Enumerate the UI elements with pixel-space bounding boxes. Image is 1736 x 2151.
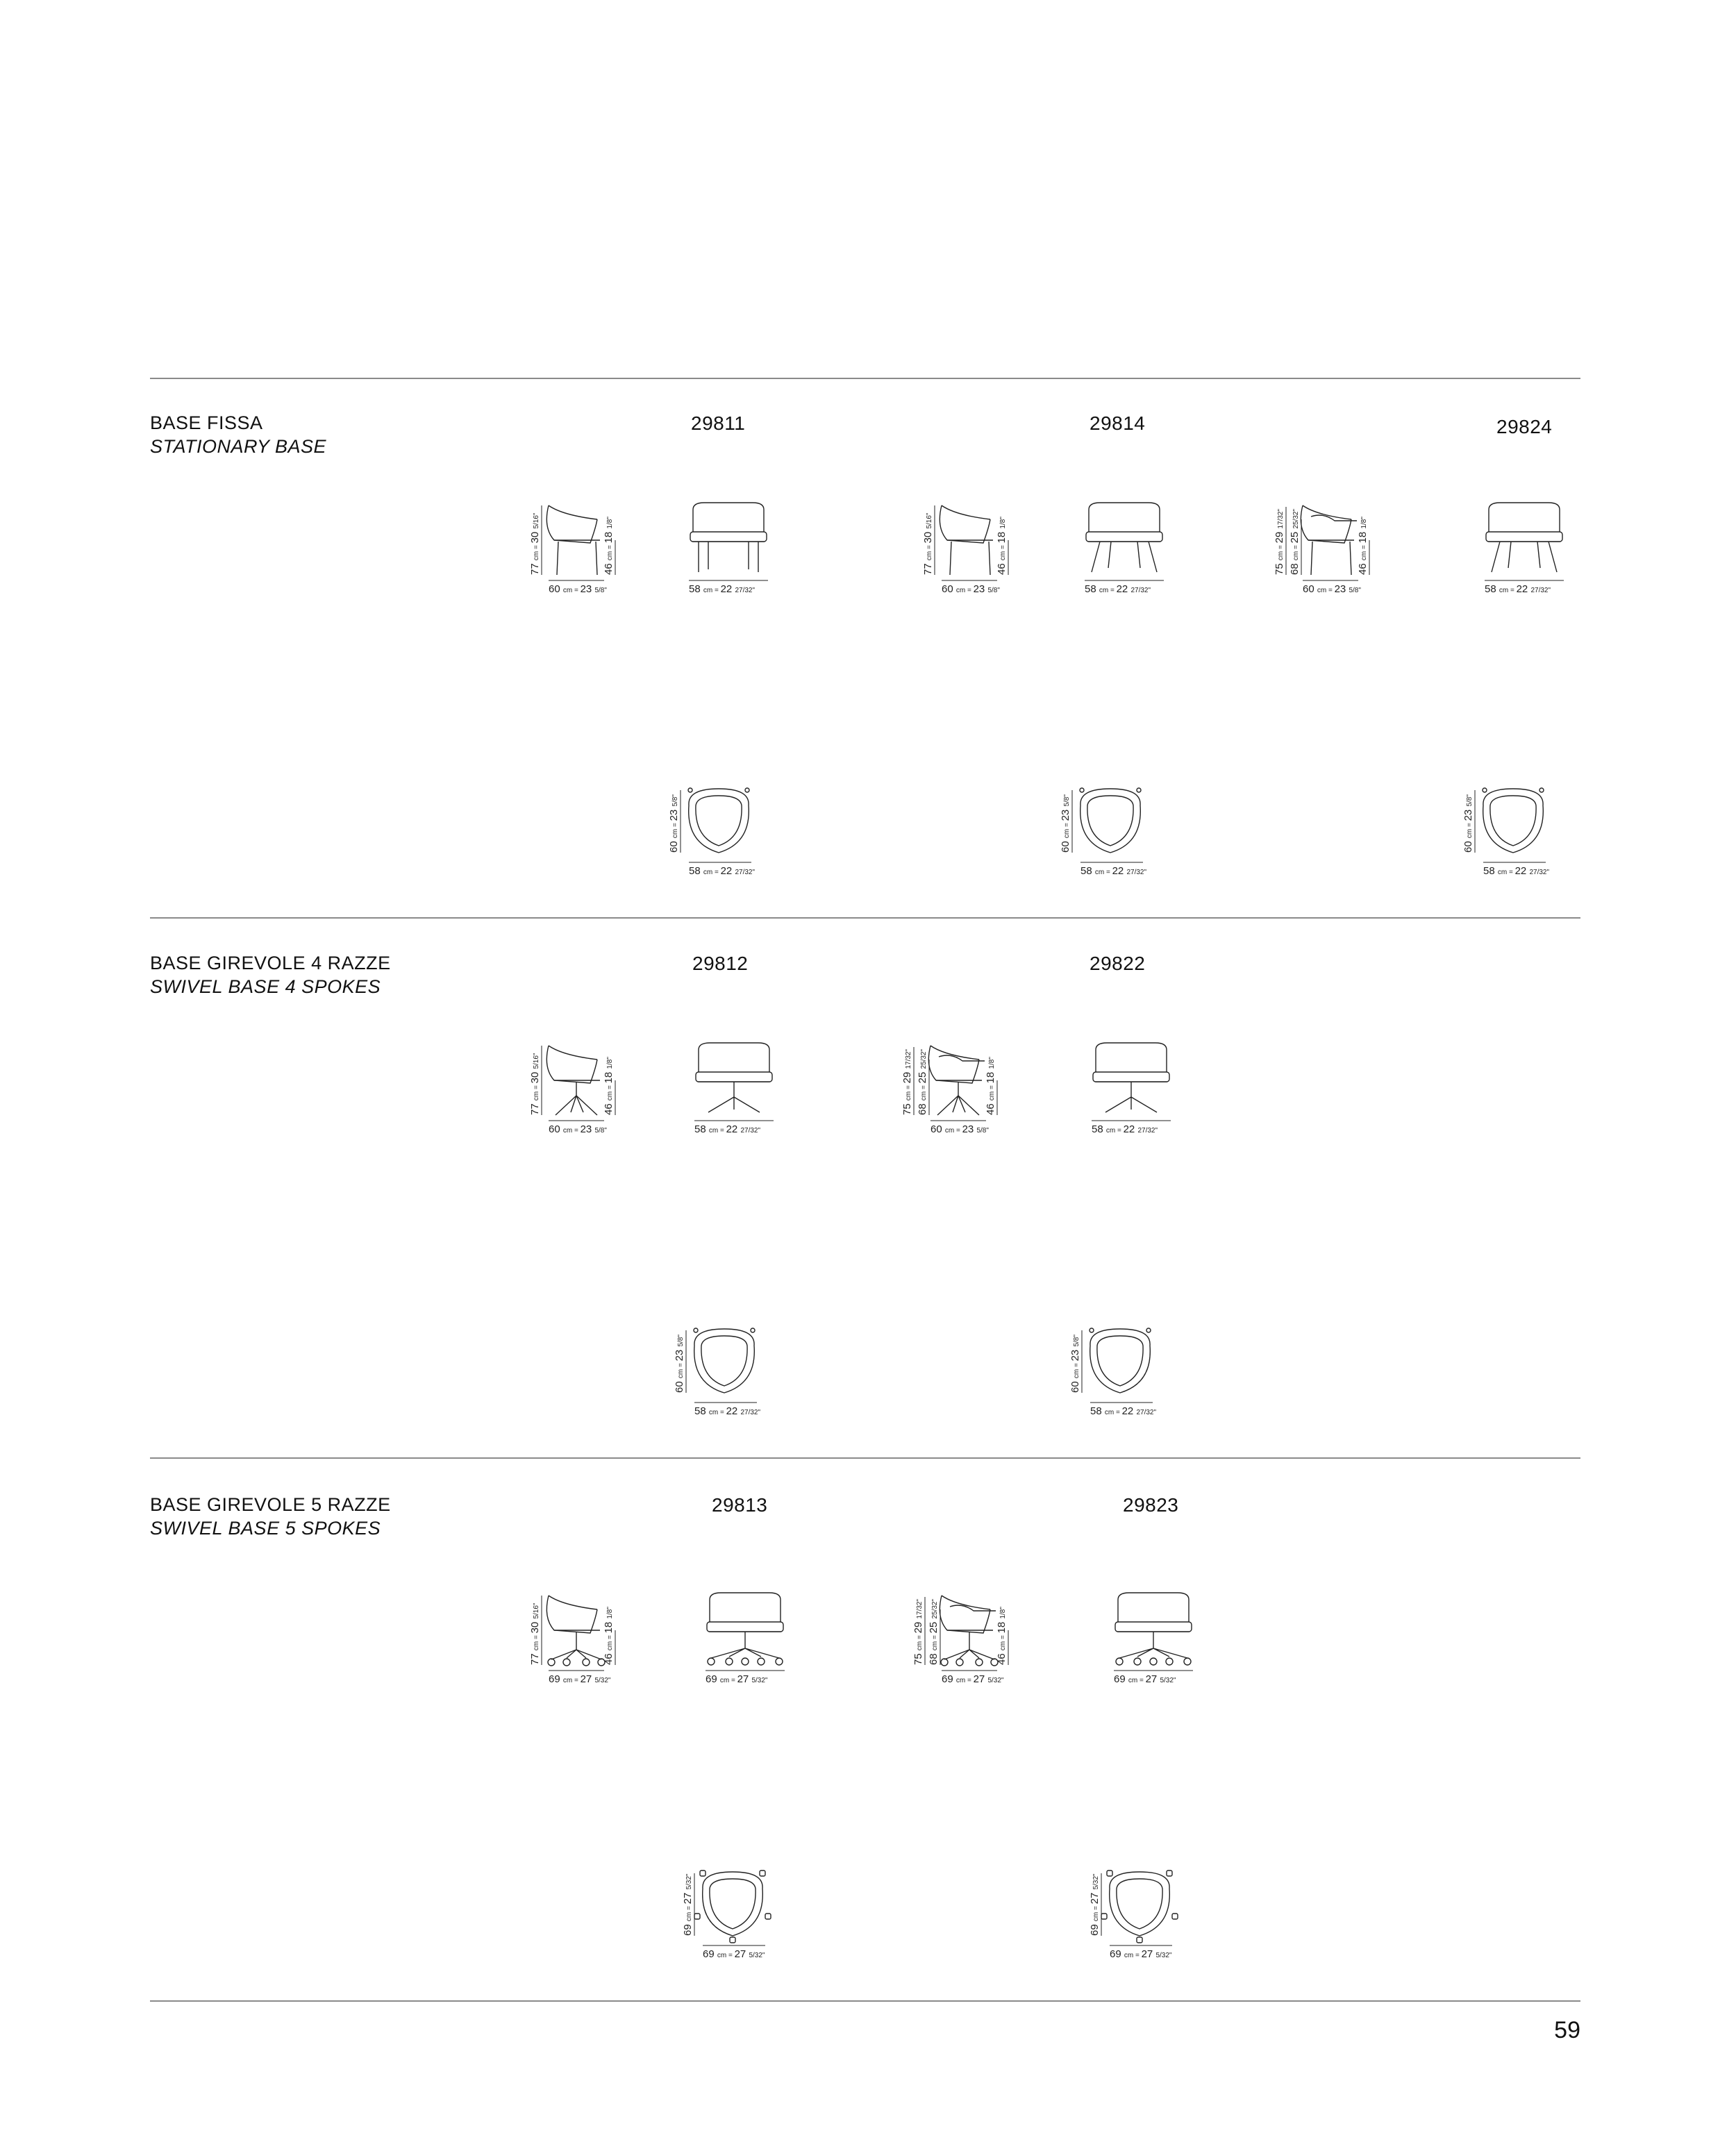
chair-top-view <box>1462 785 1586 892</box>
chair-caster <box>548 1659 555 1666</box>
dimension-label: 46 cm = 18 1/8" <box>985 1057 996 1115</box>
chair-arm-outline <box>950 1605 996 1611</box>
chair-leg-tip <box>688 788 692 792</box>
dimension-label: 77 cm = 30 5/16" <box>922 512 934 575</box>
section-subtitle: SWIVEL BASE 5 SPOKES <box>150 1518 381 1539</box>
dimension-label: 60 cm = 23 5/8" <box>942 583 1000 595</box>
chair-base-spokes <box>1119 1648 1187 1658</box>
chair-base-spokes <box>944 1650 994 1659</box>
dimension-label: 60 cm = 23 5/8" <box>1462 794 1474 853</box>
chair-side-view <box>907 500 1046 608</box>
chair-shell-outline <box>942 505 990 519</box>
chair-seat-cushion <box>1115 1622 1192 1632</box>
section-heading-swivel-5 <box>150 1493 391 1540</box>
dimension-label: 46 cm = 18 1/8" <box>996 1607 1008 1665</box>
chair-top-view <box>1060 785 1183 892</box>
chair-caster <box>726 1658 733 1665</box>
dimension-label: 75 cm = 29 17/32" <box>901 1048 913 1115</box>
chair-shell-outline <box>546 1596 597 1633</box>
chair-base-spokes <box>708 1097 760 1112</box>
chair-caster <box>941 1659 948 1666</box>
chair-leg-tip <box>1090 1328 1094 1332</box>
chair-seat-cushion <box>696 1072 772 1082</box>
dimension-label: 69 cm = 27 5/32" <box>682 1873 694 1936</box>
chair-front-view <box>1086 1040 1204 1148</box>
product-code: 29813 <box>712 1494 768 1516</box>
dimension-label: 46 cm = 18 1/8" <box>603 1057 615 1115</box>
chair-caster <box>1166 1658 1173 1665</box>
dimension-label: 58 cm = 22 27/32" <box>689 583 756 595</box>
chair-side-view <box>514 1040 653 1148</box>
dimension-label: 68 cm = 25 25/32" <box>1289 508 1301 575</box>
chair-caster <box>1101 1914 1107 1919</box>
chair-side-view <box>907 1590 1046 1698</box>
dimension-label: 60 cm = 23 5/8" <box>930 1123 989 1135</box>
dimension-label: 58 cm = 22 27/32" <box>689 865 756 877</box>
chair-leg-tip <box>751 1328 755 1332</box>
dimension-label: 58 cm = 22 27/32" <box>1090 1405 1157 1417</box>
chair-arm-outline <box>1311 515 1357 521</box>
chair-shell-outline <box>549 1596 597 1609</box>
chair-base-spokes <box>711 1648 779 1658</box>
chair-caster <box>583 1659 590 1666</box>
chair-leg-tip <box>1539 788 1544 792</box>
dimension-label: 69 cm = 27 5/32" <box>942 1673 1004 1685</box>
chair-shell-outline <box>928 1046 979 1083</box>
section-title: BASE FISSA <box>150 412 263 433</box>
chair-base-spokes <box>1105 1097 1157 1112</box>
chair-front-view <box>1479 500 1597 608</box>
chair-caster <box>760 1870 765 1876</box>
chair-caster <box>1107 1870 1112 1876</box>
chair-caster <box>1116 1658 1123 1665</box>
dimension-label: 69 cm = 27 5/32" <box>1089 1873 1101 1936</box>
chair-front-view <box>683 500 801 608</box>
dimension-label: 58 cm = 22 27/32" <box>1080 865 1147 877</box>
chair-top-view <box>674 1325 797 1432</box>
chair-leg-tip <box>1483 788 1487 792</box>
page-number: 59 <box>1554 2017 1580 2043</box>
dimension-label: 75 cm = 29 17/32" <box>1274 508 1285 575</box>
dimension-label: 60 cm = 23 5/8" <box>674 1334 685 1393</box>
chair-shell-outline <box>1303 505 1351 519</box>
chair-caster <box>1150 1658 1157 1665</box>
chair-arm-outline <box>939 1055 985 1061</box>
dimension-label: 69 cm = 27 5/32" <box>703 1948 765 1960</box>
chair-caster <box>776 1658 783 1665</box>
chair-caster <box>700 1870 706 1876</box>
dimension-label: 58 cm = 22 27/32" <box>1085 583 1151 595</box>
chair-seat-top <box>1490 796 1536 846</box>
chair-shell-outline <box>940 505 990 543</box>
chair-seat-top <box>696 796 742 846</box>
chair-shell-outline <box>546 505 597 543</box>
chair-caster <box>1167 1870 1172 1876</box>
chair-leg-tip <box>694 1328 698 1332</box>
dimension-label: 75 cm = 29 17/32" <box>912 1598 924 1665</box>
section-heading-stationary <box>150 411 326 458</box>
chair-leg <box>596 542 597 575</box>
chair-top-outline <box>1080 789 1141 853</box>
chair-leg-tip <box>1146 1328 1151 1332</box>
chair-side-view <box>514 500 653 608</box>
dimension-label: 46 cm = 18 1/8" <box>1357 517 1369 575</box>
chair-shell-outline <box>549 1046 597 1060</box>
chair-shell-outline <box>546 1046 597 1083</box>
chair-top-outline <box>1483 789 1544 853</box>
chair-base-spokes <box>937 1096 979 1115</box>
section-divider <box>150 1457 1580 1459</box>
dimension-label: 77 cm = 30 5/16" <box>529 512 541 575</box>
chair-top-outline <box>694 1329 755 1393</box>
chair-caster <box>742 1658 749 1665</box>
chair-caster <box>976 1659 983 1666</box>
dimension-label: 77 cm = 30 5/16" <box>529 1053 541 1115</box>
dimension-label: 60 cm = 23 5/8" <box>549 1123 607 1135</box>
dimension-label: 58 cm = 22 27/32" <box>694 1405 761 1417</box>
dimension-label: 60 cm = 23 5/8" <box>668 794 680 853</box>
dimension-label: 69 cm = 27 5/32" <box>1114 1673 1176 1685</box>
chair-front-view <box>700 1590 818 1698</box>
dimension-label: 60 cm = 23 5/8" <box>1303 583 1361 595</box>
chair-leg-tip <box>1080 788 1084 792</box>
chair-seat-cushion <box>690 532 767 542</box>
chair-leg <box>1350 542 1351 575</box>
chair-front-view <box>1079 500 1197 608</box>
chair-leg <box>1311 542 1312 575</box>
product-code: 29822 <box>1090 953 1146 974</box>
chair-seat-cushion <box>707 1622 783 1632</box>
section-title: BASE GIREVOLE 4 RAZZE <box>150 953 391 973</box>
chair-seat-cushion <box>1093 1072 1169 1082</box>
product-code: 29814 <box>1090 412 1146 434</box>
section-heading-swivel-4 <box>150 951 391 998</box>
chair-front-view <box>1108 1590 1226 1698</box>
page-bottom-rule <box>150 2000 1580 2002</box>
chair-seat-top <box>1097 1336 1143 1386</box>
dimension-label: 46 cm = 18 1/8" <box>603 517 615 575</box>
chair-shell-outline <box>930 1046 979 1060</box>
dimension-label: 46 cm = 18 1/8" <box>996 517 1008 575</box>
product-code: 29811 <box>691 412 746 434</box>
chair-top-view <box>682 1868 806 1975</box>
chair-shell-outline <box>549 505 597 519</box>
chair-caster <box>758 1658 765 1665</box>
dimension-label: 58 cm = 22 27/32" <box>1092 1123 1158 1135</box>
chair-caster <box>1137 1937 1142 1943</box>
dimension-label: 58 cm = 22 27/32" <box>694 1123 761 1135</box>
dimension-label: 68 cm = 25 25/32" <box>928 1598 940 1665</box>
chair-shell-outline <box>940 1596 990 1633</box>
dimension-label: 69 cm = 27 5/32" <box>706 1673 768 1685</box>
chair-seat-top <box>710 1879 756 1929</box>
chair-side-view <box>1268 500 1407 608</box>
dimension-label: 58 cm = 22 27/32" <box>1483 865 1550 877</box>
chair-side-view <box>514 1590 653 1698</box>
chair-seat-cushion <box>1086 532 1162 542</box>
dimension-label: 69 cm = 27 5/32" <box>1110 1948 1172 1960</box>
chair-front-view <box>689 1040 807 1148</box>
dimension-label: 46 cm = 18 1/8" <box>603 1607 615 1665</box>
chair-caster <box>708 1658 715 1665</box>
dimension-label: 60 cm = 23 5/8" <box>1060 794 1071 853</box>
chair-top-view <box>668 785 792 892</box>
product-code: 29824 <box>1496 416 1553 437</box>
chair-top-outline <box>703 1872 763 1936</box>
chair-leg-tip <box>1137 788 1141 792</box>
chair-shell-outline <box>942 1596 990 1609</box>
chair-top-view <box>1089 1868 1212 1975</box>
chair-seat-top <box>1087 796 1133 846</box>
chair-leg <box>950 542 951 575</box>
chair-top-outline <box>689 789 749 853</box>
dimension-label: 77 cm = 30 5/16" <box>529 1602 541 1665</box>
chair-caster <box>1134 1658 1141 1665</box>
chair-leg <box>557 542 558 575</box>
chair-legs <box>1092 542 1157 572</box>
chair-top-outline <box>1090 1329 1151 1393</box>
product-code: 29812 <box>692 953 749 974</box>
dimension-label: 60 cm = 23 5/8" <box>549 583 607 595</box>
chair-base-spokes <box>556 1096 597 1115</box>
chair-leg <box>989 542 990 575</box>
section-divider <box>150 378 1580 379</box>
chair-caster <box>730 1937 735 1943</box>
dimension-label: 60 cm = 23 5/8" <box>1069 1334 1081 1393</box>
chair-caster <box>563 1659 570 1666</box>
chair-legs <box>1492 542 1557 572</box>
chair-top-view <box>1069 1325 1193 1432</box>
chair-caster <box>956 1659 963 1666</box>
chair-seat-top <box>1117 1879 1162 1929</box>
section-divider <box>150 917 1580 919</box>
section-subtitle: SWIVEL BASE 4 SPOKES <box>150 976 381 997</box>
chair-leg-tip <box>745 788 749 792</box>
dimension-label: 69 cm = 27 5/32" <box>549 1673 611 1685</box>
chair-side-view <box>896 1040 1035 1148</box>
dimension-label: 68 cm = 25 25/32" <box>917 1048 928 1115</box>
chair-caster <box>1172 1914 1178 1919</box>
product-code: 29823 <box>1123 1494 1179 1516</box>
section-subtitle: STATIONARY BASE <box>150 436 327 457</box>
chair-base-spokes <box>551 1650 601 1659</box>
chair-seat-top <box>701 1336 747 1386</box>
chair-shell-outline <box>1301 505 1351 543</box>
chair-legs <box>699 542 758 572</box>
chair-seat-cushion <box>1486 532 1562 542</box>
section-title: BASE GIREVOLE 5 RAZZE <box>150 1494 391 1515</box>
chair-caster <box>765 1914 771 1919</box>
chair-top-outline <box>1110 1872 1170 1936</box>
chair-caster <box>1184 1658 1191 1665</box>
chair-caster <box>694 1914 700 1919</box>
dimension-label: 58 cm = 22 27/32" <box>1485 583 1551 595</box>
